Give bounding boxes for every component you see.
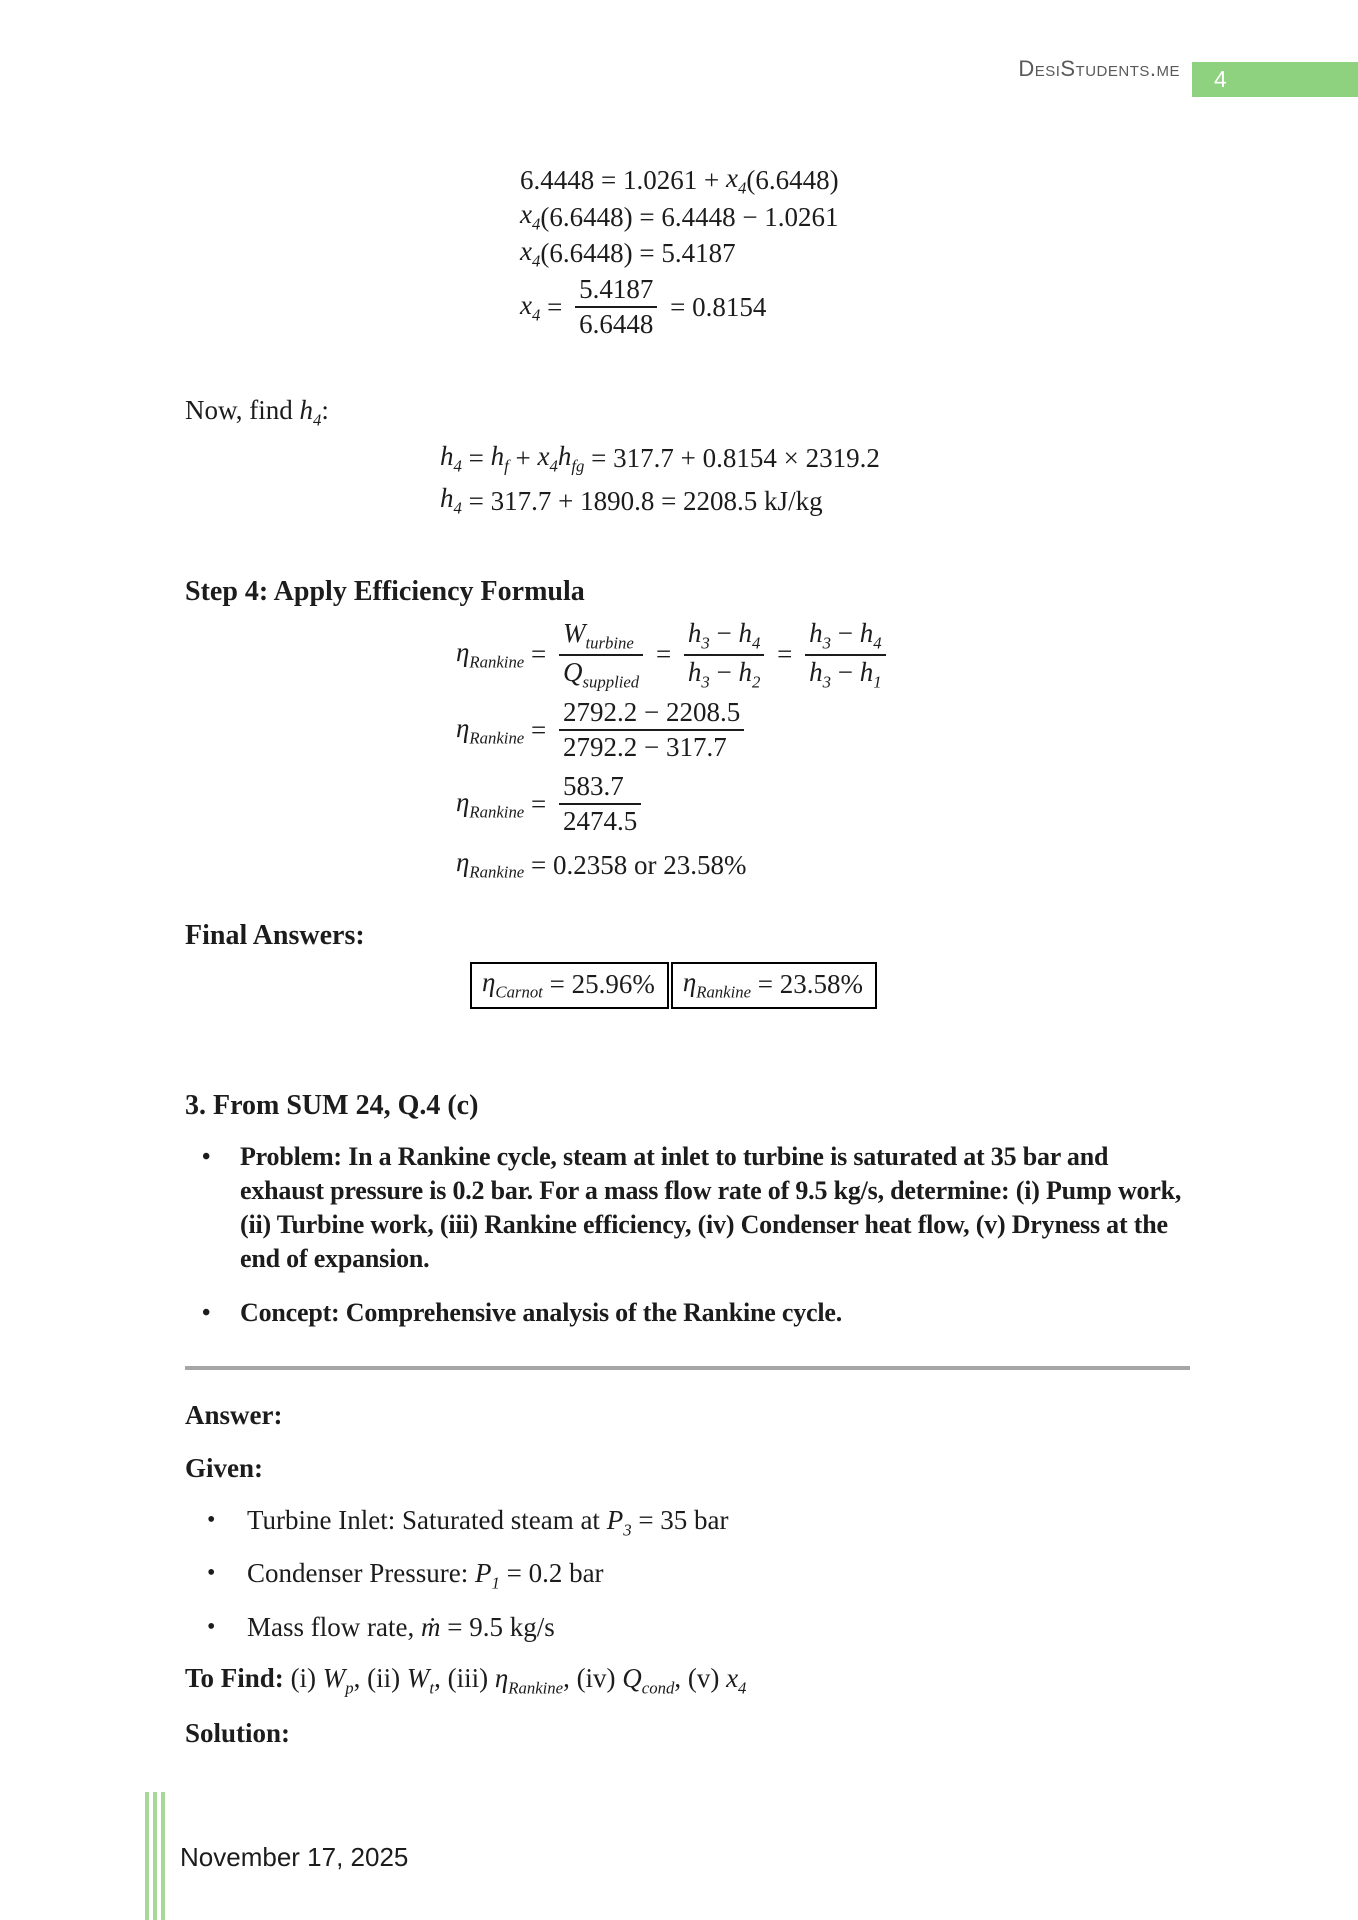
bullet-marker: • [202,1144,211,1170]
green-bar [161,1792,165,1920]
given-heading: Given: [185,1453,263,1483]
equation-line: $x_4$ = $\frac{5.4187}{6.6448}$ = 0.8154 [520,274,767,340]
given-bullet-condenser-pressure [205,1556,1195,1600]
section3-heading: 3. From SUM 24, Q.4 (c) [185,1090,479,1121]
equation-line: $\eta_{Rankine}$ = $\frac{583.7}{2474.5}$ [456,771,892,837]
given-bullet-turbine-inlet [205,1503,1195,1547]
answer-heading: Answer: [185,1400,283,1430]
green-bar [153,1792,157,1920]
page-number: 4 [1214,66,1227,92]
equation-block-enthalpy [440,441,880,526]
equation-block-dryness [520,163,839,341]
rankine-efficiency-box: $\eta_{Rankine}$ = 23.58% [671,962,877,1009]
bullet-marker: • [207,1560,216,1586]
given-text: Mass flow rate, ṁ = 9.5 kg/s [247,1612,555,1642]
equation-line: $x_4$ (6.6448) = 5.4187 [520,235,736,271]
equation-line: $\eta_{Rankine}$ = 0.2358 or 23.58% [456,847,747,882]
final-answer-boxes [470,962,877,1009]
carnot-efficiency-box: $\eta_{Carnot}$ = 25.96% [470,962,669,1009]
step4-heading: Step 4: Apply Efficiency Formula [185,576,585,607]
concept-bullet [200,1296,1190,1330]
to-find-line: To Find: (i) $W_p$, (ii) $W_t$, (iii) $\eta_{Rankine}$, (iv) $Q_{cond}$, (v) $x_4$ [185,1663,747,1698]
footer-green-bars [145,1792,165,1920]
equation-line: $\eta_{Rankine}$ = $\frac{W_{turbine}}{Q_{supplied}}$ = $\frac{h_3 - h_4}{h_3 - h_2}$ = $\frac{h_3 - h_4}{h_3 - h_1}$ [456,618,892,691]
equation-block-efficiency [456,618,892,889]
now-find-text: Now, find $h_4$: [185,395,329,430]
bullet-marker: • [207,1507,216,1533]
equation-line: 6.4448 = 1.0261 + $x_4$ (6.6448) [520,163,839,198]
equation-line: $h_4$ = $h_f$ + $x_4$ $h_{fg}$ = 317.7 + 0.8154 × 2319.2 [440,441,880,476]
section-divider [185,1366,1190,1370]
problem-text: Problem: In a Rankine cycle, steam at inlet to turbine is saturated at 35 bar and exhaust pressure is 0.2 bar. For a mass flow rate of 9.5 kg/s, determine: (i) Pump work, (ii) Turbine work, (iii) Rankine efficiency, (iv) Condenser heat flow, (v) Dryness at the end of expansion. [240,1142,1182,1273]
bullet-marker: • [207,1614,216,1640]
solution-heading: Solution: [185,1718,291,1748]
problem-bullet [200,1140,1190,1276]
bullet-marker: • [202,1300,211,1326]
green-bar [145,1792,149,1920]
page-number-badge [1192,62,1358,97]
equation-line: $\eta_{Rankine}$ = $\frac{2792.2 - 2208.5}{2792.2 - 317.7}$ [456,697,892,763]
concept-text: Concept: Comprehensive analysis of the Rankine cycle. [240,1298,843,1327]
given-bullet-mass-flow [205,1610,1195,1644]
given-text: Condenser Pressure: $P_1 = 0.2$ bar [247,1558,604,1593]
given-text: Turbine Inlet: Saturated steam at $P_3 = 35$ bar [247,1505,729,1540]
equation-line: $x_4$ (6.6448) = 6.4448 − 1.0261 [520,199,839,234]
equation-line: $h_4$ = 317.7 + 1890.8 = 2208.5 kJ/kg [440,483,823,518]
site-name-header: DesiStudents.me [1018,56,1180,81]
footer-date: November 17, 2025 [180,1842,409,1872]
final-answers-heading: Final Answers: [185,920,365,951]
